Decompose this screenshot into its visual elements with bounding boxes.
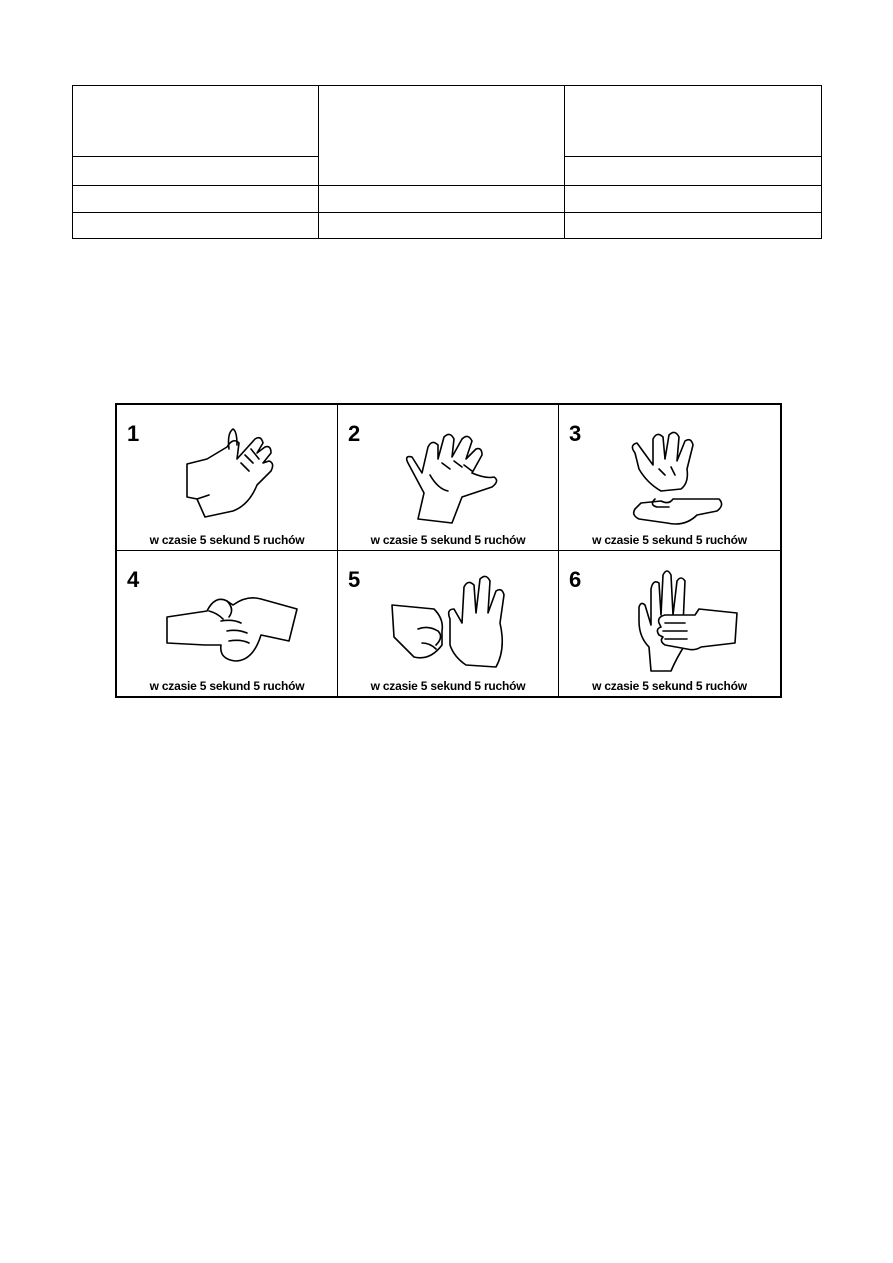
header-cell-1 — [73, 86, 319, 157]
step-caption: w czasie 5 sekund 5 ruchów — [149, 532, 305, 547]
rotational-thumb-rub-icon — [378, 565, 518, 677]
step-number: 4 — [127, 566, 140, 592]
step-number: 2 — [348, 421, 361, 446]
step-number: 3 — [569, 421, 582, 446]
step-caption: w czasie 5 sekund 5 ruchów — [592, 532, 747, 547]
step-number: 5 — [348, 566, 361, 592]
palm-over-back-hands-icon — [378, 419, 518, 531]
header-cell-8 — [565, 186, 822, 213]
fingertips-in-palm-icon — [599, 565, 739, 677]
handwashing-steps-figure — [115, 403, 782, 698]
header-cell-6 — [73, 186, 319, 213]
step-5 — [338, 551, 559, 697]
header-cell-7 — [319, 186, 565, 213]
header-table — [72, 85, 822, 239]
header-cell-3 — [565, 86, 822, 157]
header-cell-11 — [565, 213, 822, 239]
step-2 — [338, 405, 559, 551]
interlaced-fingers-hands-icon — [599, 419, 739, 531]
step-caption: w czasie 5 sekund 5 ruchów — [149, 679, 305, 693]
step-caption: w czasie 5 sekund 5 ruchów — [592, 679, 747, 693]
step-number: 6 — [569, 566, 582, 592]
interlocked-fingers-hands-icon — [157, 565, 297, 677]
step-3 — [559, 405, 780, 551]
step-caption: w czasie 5 sekund 5 ruchów — [370, 679, 526, 693]
palm-to-palm-hands-icon — [157, 419, 297, 531]
header-cell-5 — [565, 157, 822, 186]
header-cell-9 — [73, 213, 319, 239]
step-6 — [559, 551, 780, 697]
step-4 — [117, 551, 338, 697]
header-cell-10 — [319, 213, 565, 239]
step-1 — [117, 405, 338, 551]
header-cell-4 — [73, 157, 319, 186]
step-caption: w czasie 5 sekund 5 ruchów — [370, 532, 526, 547]
header-cell-center — [319, 86, 565, 186]
step-number: 1 — [127, 421, 140, 446]
